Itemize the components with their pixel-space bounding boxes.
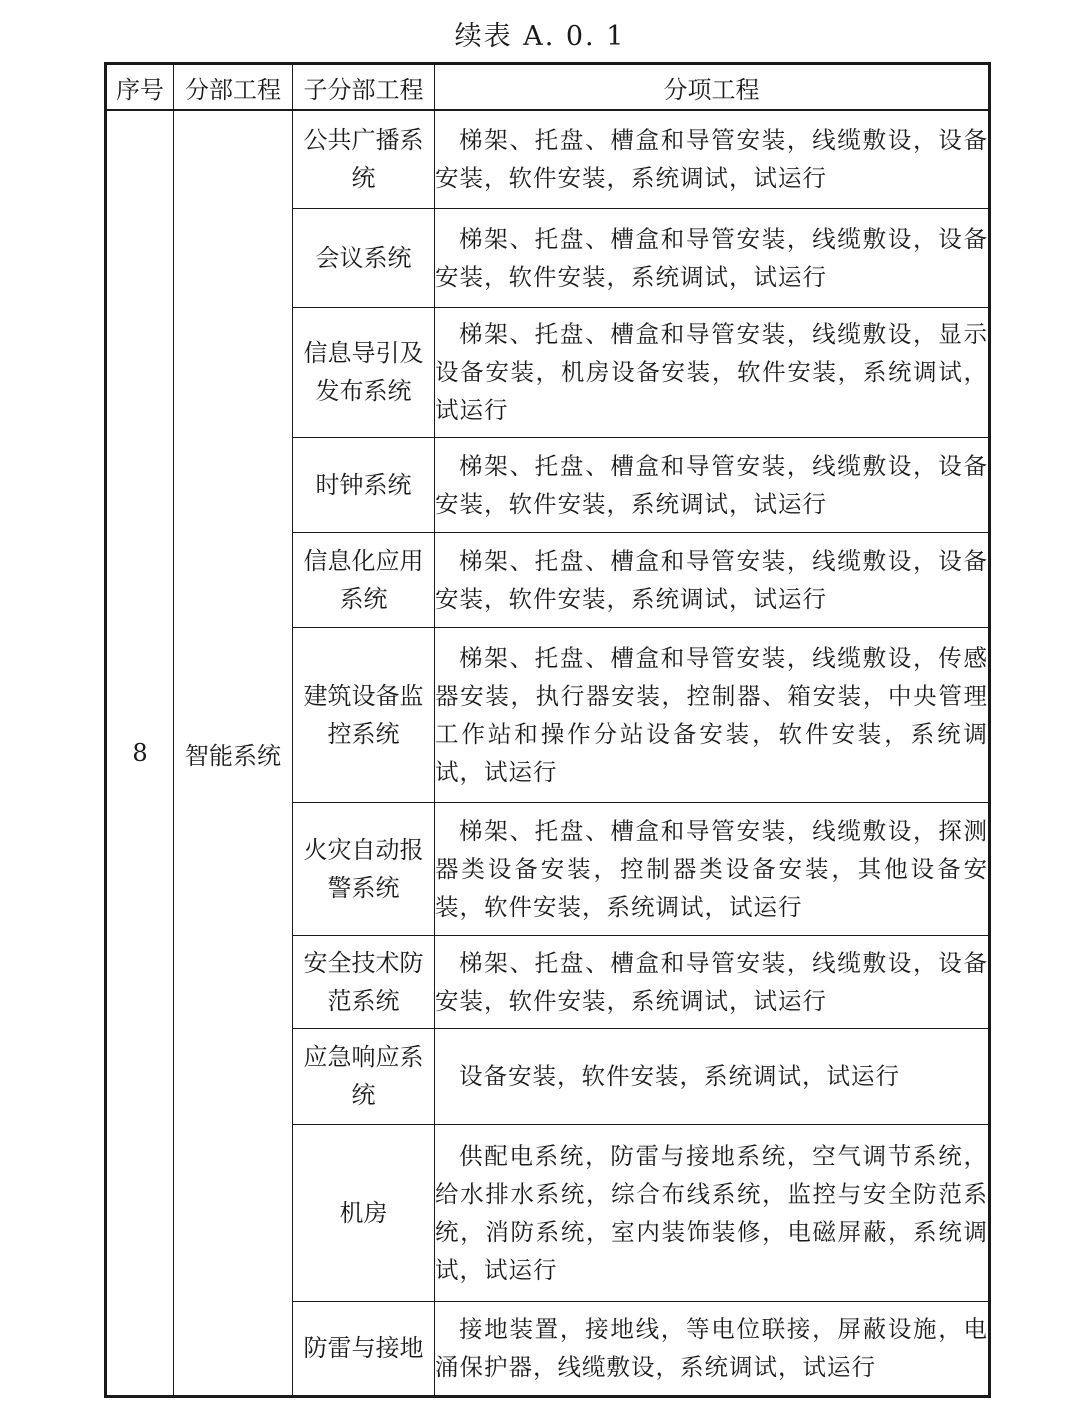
subdivision-cell: 火灾自动报警系统 xyxy=(293,802,435,935)
subdivision-cell: 应急响应系统 xyxy=(293,1028,435,1124)
items-cell: 梯架、托盘、槽盒和导管安装，线缆敷设，传感器安装，执行器安装，控制器、箱安装，中央管理工作站和操作分站设备安装，软件安装，系统调试，试运行 xyxy=(435,627,990,802)
subdivision-cell: 信息导引及发布系统 xyxy=(293,307,435,437)
engineering-division-table xyxy=(104,62,991,1398)
header-items: 分项工程 xyxy=(435,64,990,111)
header-seq: 序号 xyxy=(106,64,174,111)
items-cell: 接地装置，接地线，等电位联接，屏蔽设施，电涌保护器，线缆敷设，系统调试，试运行 xyxy=(435,1301,990,1396)
items-cell: 梯架、托盘、槽盒和导管安装，线缆敷设，设备安装，软件安装，系统调试，试运行 xyxy=(435,935,990,1028)
table-row xyxy=(106,110,990,208)
items-cell: 梯架、托盘、槽盒和导管安装，线缆敷设，设备安装，软件安装，系统调试，试运行 xyxy=(435,110,990,208)
items-cell: 梯架、托盘、槽盒和导管安装，线缆敷设，设备安装，软件安装，系统调试，试运行 xyxy=(435,437,990,532)
items-cell: 供配电系统，防雷与接地系统，空气调节系统，给水排水系统，综合布线系统，监控与安全防范系统，消防系统，室内装饰装修，电磁屏蔽，系统调试，试运行 xyxy=(435,1124,990,1301)
division-cell: 智能系统 xyxy=(174,110,293,1397)
subdivision-cell: 机房 xyxy=(293,1124,435,1301)
subdivision-cell: 会议系统 xyxy=(293,208,435,307)
table-header-row xyxy=(106,64,990,111)
seq-cell: 8 xyxy=(106,110,174,1397)
subdivision-cell: 安全技术防范系统 xyxy=(293,935,435,1028)
subdivision-cell: 防雷与接地 xyxy=(293,1301,435,1396)
subdivision-cell: 建筑设备监控系统 xyxy=(293,627,435,802)
items-cell: 梯架、托盘、槽盒和导管安装，线缆敷设，设备安装，软件安装，系统调试，试运行 xyxy=(435,532,990,627)
items-cell: 梯架、托盘、槽盒和导管安装，线缆敷设，显示设备安装，机房设备安装，软件安装，系统调试，试运行 xyxy=(435,307,990,437)
subdivision-cell: 时钟系统 xyxy=(293,437,435,532)
items-cell: 梯架、托盘、槽盒和导管安装，线缆敷设，设备安装，软件安装，系统调试，试运行 xyxy=(435,208,990,307)
header-subdivision: 子分部工程 xyxy=(293,64,435,111)
header-division: 分部工程 xyxy=(174,64,293,111)
items-cell: 梯架、托盘、槽盒和导管安装，线缆敷设，探测器类设备安装，控制器类设备安装，其他设备安装，软件安装，系统调试，试运行 xyxy=(435,802,990,935)
subdivision-cell: 公共广播系统 xyxy=(293,110,435,208)
subdivision-cell: 信息化应用系统 xyxy=(293,532,435,627)
items-cell: 设备安装，软件安装，系统调试，试运行 xyxy=(435,1028,990,1124)
table-title: 续表 A. 0. 1 xyxy=(454,21,626,52)
